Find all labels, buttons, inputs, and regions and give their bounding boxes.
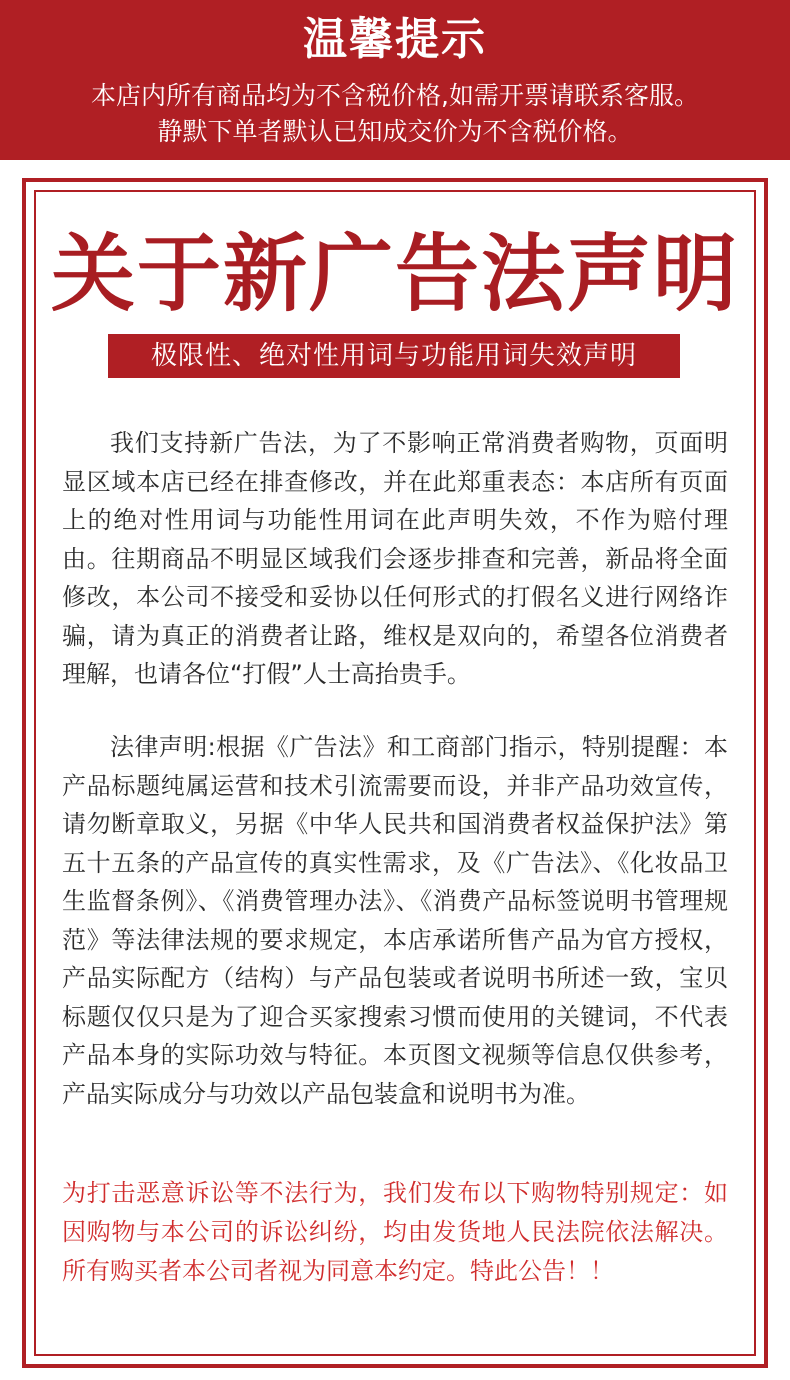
notice-subtitle: 极限性、绝对性用词与功能用词失效声明 — [108, 334, 680, 378]
legal-statement-paragraph: 法律声明:根据《广告法》和工商部门指示，特别提醒：本产品标题纯属运营和技术引流需要而设，并非产品功效宣传，请勿断章取义，另据《中华人民共和国消费者权益保护法》第五十五条的产品宣传的真实性需求，及《广告法》、《化妆品卫生监督条例》、《消费管理办法》、《消费产品标签说明书管理规范》等法律法规的要求规定，本店承诺所售产品为官方授权，产品实际配方（结构）与产品包装或者说明书所述一致，宝贝标题仅仅只是为了迎合买家搜索习惯而使用的关键词，不代表产品本身的实际功效与特征。本页图文视频等信息仅供参考，产品实际成分与功效以产品包装盒和说明书为准。 — [62, 733, 728, 1108]
banner-line-default: 静默下单者默认已知成交价为不含税价格。 — [157, 117, 633, 146]
banner-line-tax: 本店内所有商品均为不含税价格,如需开票请联系客服。 — [91, 81, 699, 110]
notice-title: 关于新广告法声明 — [50, 225, 739, 323]
statement-paragraph: 我们支持新广告法，为了不影响正常消费者购物，页面明显区域本店已经在排查修改，并在此郑重表态：本店所有页面上的绝对性用词与功能性用词在此声明失效，不作为赔付理由。往期商品不明显区域我们会逐步排查和完善，新品将全面修改，本公司不接受和妥协以任何形式的打假名义进行网络诈骗，请为真正的消费者让路，维权是双向的，希望各位消费者理解，也请各位“打假”人士高抬贵手。 — [62, 429, 728, 688]
top-notice-banner — [0, 0, 790, 160]
banner-title: 温馨提示 — [303, 14, 487, 65]
special-rule-paragraph: 为打击恶意诉讼等不法行为，我们发布以下购物特别规定：如因购物与本公司的诉讼纠纷，均由发货地人民法院依法解决。所有购买者本公司者视为同意本约定。特此公告！！ — [62, 1179, 728, 1285]
